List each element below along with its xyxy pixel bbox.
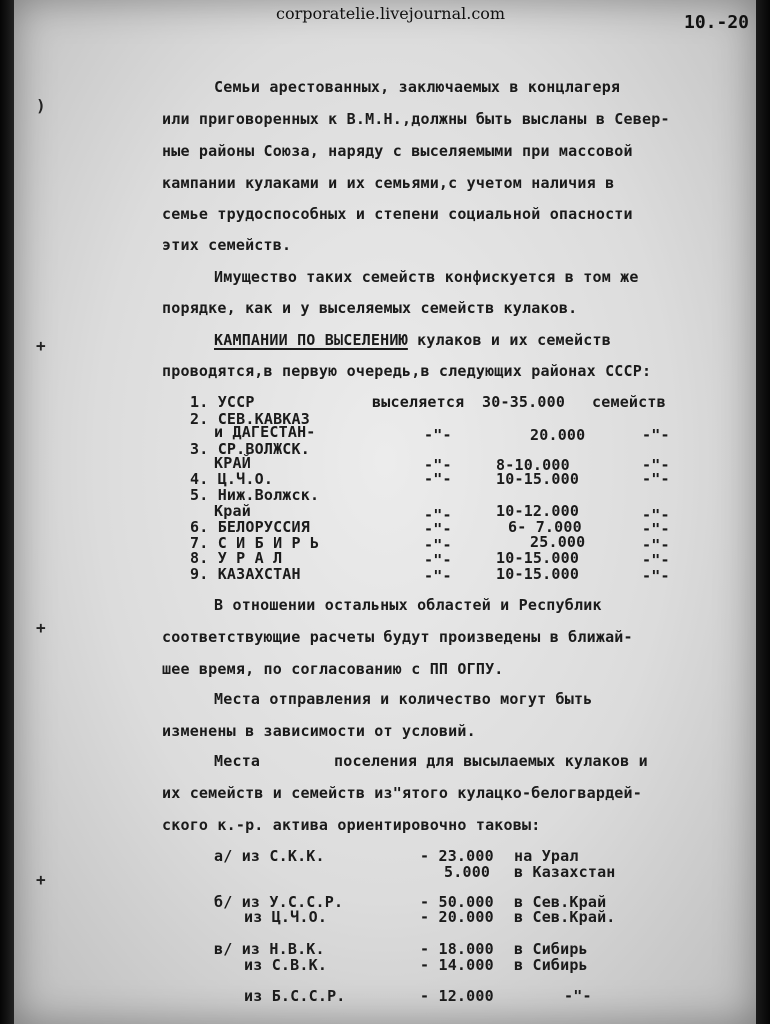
- region-name-cont: и ДАГЕСТАН-: [214, 423, 316, 441]
- margin-mark: +: [36, 618, 46, 637]
- region-name: 8. У Р А Л: [190, 549, 283, 567]
- settlement-count: 5.000: [444, 863, 491, 881]
- para1-line: Семьи арестованных, заключаемых в концлагеря: [214, 78, 621, 96]
- para6-line: Места поселения для высылаемых кулаков и: [214, 752, 648, 770]
- region-unit: -"-: [642, 506, 670, 524]
- para3-line1: [214, 331, 611, 349]
- settlement-label: а/ из С.К.К.: [214, 847, 325, 865]
- region-verb: -"-: [424, 506, 452, 524]
- region-name: 6. БЕЛОРУССИЯ: [190, 518, 310, 536]
- region-unit: -"-: [642, 520, 670, 538]
- region-verb: -"-: [424, 567, 452, 585]
- scan-right-edge: [756, 0, 770, 1024]
- region-count: 10-15.000: [496, 549, 580, 567]
- region-unit: семейств: [592, 393, 666, 411]
- para2-line: порядке, как и у выселяемых семейств кулаков.: [162, 299, 578, 317]
- para1-line: этих семейств.: [162, 236, 292, 254]
- settlement-dest: в Сибирь: [514, 940, 588, 958]
- region-count: 6- 7.000: [508, 518, 582, 536]
- region-name: 1. УССР: [190, 393, 255, 411]
- region-count: 10-12.000: [496, 502, 580, 520]
- para5-line: Места отправления и количество могут быть: [214, 690, 593, 708]
- para3-line2: проводятся,в первую очередь,в следующих районах СССР:: [162, 362, 652, 380]
- settlement-count: - 12.000: [420, 987, 494, 1005]
- settlement-count: - 18.000: [420, 940, 494, 958]
- settlement-count: - 20.000: [420, 908, 494, 926]
- margin-mark: +: [36, 870, 46, 889]
- page-number: 10.-20: [684, 12, 750, 33]
- region-unit: -"-: [642, 456, 670, 474]
- settlement-label: из С.В.К.: [244, 956, 328, 974]
- region-count: 10-15.000: [496, 565, 580, 583]
- region-name: 9. КАЗАХСТАН: [190, 565, 301, 583]
- settlement-dest: -"-: [564, 987, 592, 1005]
- settlement-dest: на Урал: [514, 847, 579, 865]
- region-verb: -"-: [424, 470, 452, 488]
- para1-line: кампании кулаками и их семьями,с учетом наличия в: [162, 174, 615, 192]
- region-name: 5. Ниж.Волжск.: [190, 486, 320, 504]
- region-count: 25.000: [530, 533, 586, 551]
- para1-line: семье трудоспособных и степени социальной опасности: [162, 205, 633, 223]
- region-verb: -"-: [424, 426, 452, 444]
- settlement-label: в/ из Н.В.К.: [214, 940, 325, 958]
- para4-line: шее время, по согласованию с ПП ОГПУ.: [162, 660, 504, 678]
- underlined-heading: КАМПАНИИ ПО ВЫСЕЛЕНИЮ: [214, 331, 408, 349]
- region-count: 10-15.000: [496, 470, 580, 488]
- para4-line: соответствующие расчеты будут произведены в ближай-: [162, 628, 633, 646]
- settlement-dest: в Сибирь: [514, 956, 588, 974]
- region-count: 8-10.000: [496, 456, 570, 474]
- settlement-label: из Б.С.С.Р.: [244, 987, 346, 1005]
- settlement-label: б/ из У.С.С.Р.: [214, 893, 344, 911]
- settlement-count: - 23.000: [420, 847, 494, 865]
- region-verb: -"-: [424, 551, 452, 569]
- margin-mark: +: [36, 336, 46, 355]
- settlement-dest: в Сев.Край.: [514, 908, 616, 926]
- region-verb: -"-: [424, 520, 452, 538]
- settlement-dest: в Казахстан: [514, 863, 616, 881]
- region-unit: -"-: [642, 536, 670, 554]
- para2-line: Имущество таких семейств конфискуется в том же: [214, 268, 639, 286]
- region-unit: -"-: [642, 551, 670, 569]
- region-name: 2. СЕВ.КАВКАЗ: [190, 410, 310, 428]
- para6-line: ского к.-р. актива ориентировочно таковы:: [162, 816, 541, 834]
- margin-mark: ): [36, 96, 46, 115]
- para4-line: В отношении остальных областей и Республик: [214, 596, 602, 614]
- document-page: [14, 0, 756, 1024]
- region-unit: -"-: [642, 470, 670, 488]
- para6-line: их семейств и семейств из"ятого кулацко-белогвардей-: [162, 784, 642, 802]
- region-unit: -"-: [642, 426, 670, 444]
- region-count: 20.000: [530, 426, 586, 444]
- region-verb: -"-: [424, 536, 452, 554]
- region-verb: выселяется: [372, 393, 465, 411]
- para1-line: или приговоренных к В.М.Н.,должны быть высланы в Север-: [162, 110, 670, 128]
- para5-line: изменены в зависимости от условий.: [162, 722, 476, 740]
- region-unit: -"-: [642, 567, 670, 585]
- region-verb: -"-: [424, 456, 452, 474]
- region-name-cont: Край: [214, 502, 251, 520]
- region-name: 7. С И Б И Р Ь: [190, 534, 320, 552]
- region-count: 30-35.000: [482, 393, 566, 411]
- scan-left-edge: [0, 0, 14, 1024]
- region-name-cont: КРАЙ: [214, 454, 251, 472]
- settlement-label: из Ц.Ч.О.: [244, 908, 328, 926]
- para3-rest: кулаков и их семейств: [407, 331, 611, 349]
- para1-line: ные районы Союза, наряду с выселяемыми при массовой: [162, 142, 633, 160]
- region-name: 4. Ц.Ч.О.: [190, 470, 274, 488]
- settlement-count: - 50.000: [420, 893, 494, 911]
- region-name: 3. СР.ВОЛЖСК.: [190, 440, 310, 458]
- settlement-dest: в Сев.Край: [514, 893, 607, 911]
- settlement-count: - 14.000: [420, 956, 494, 974]
- watermark: corporatelie.livejournal.com: [276, 4, 506, 23]
